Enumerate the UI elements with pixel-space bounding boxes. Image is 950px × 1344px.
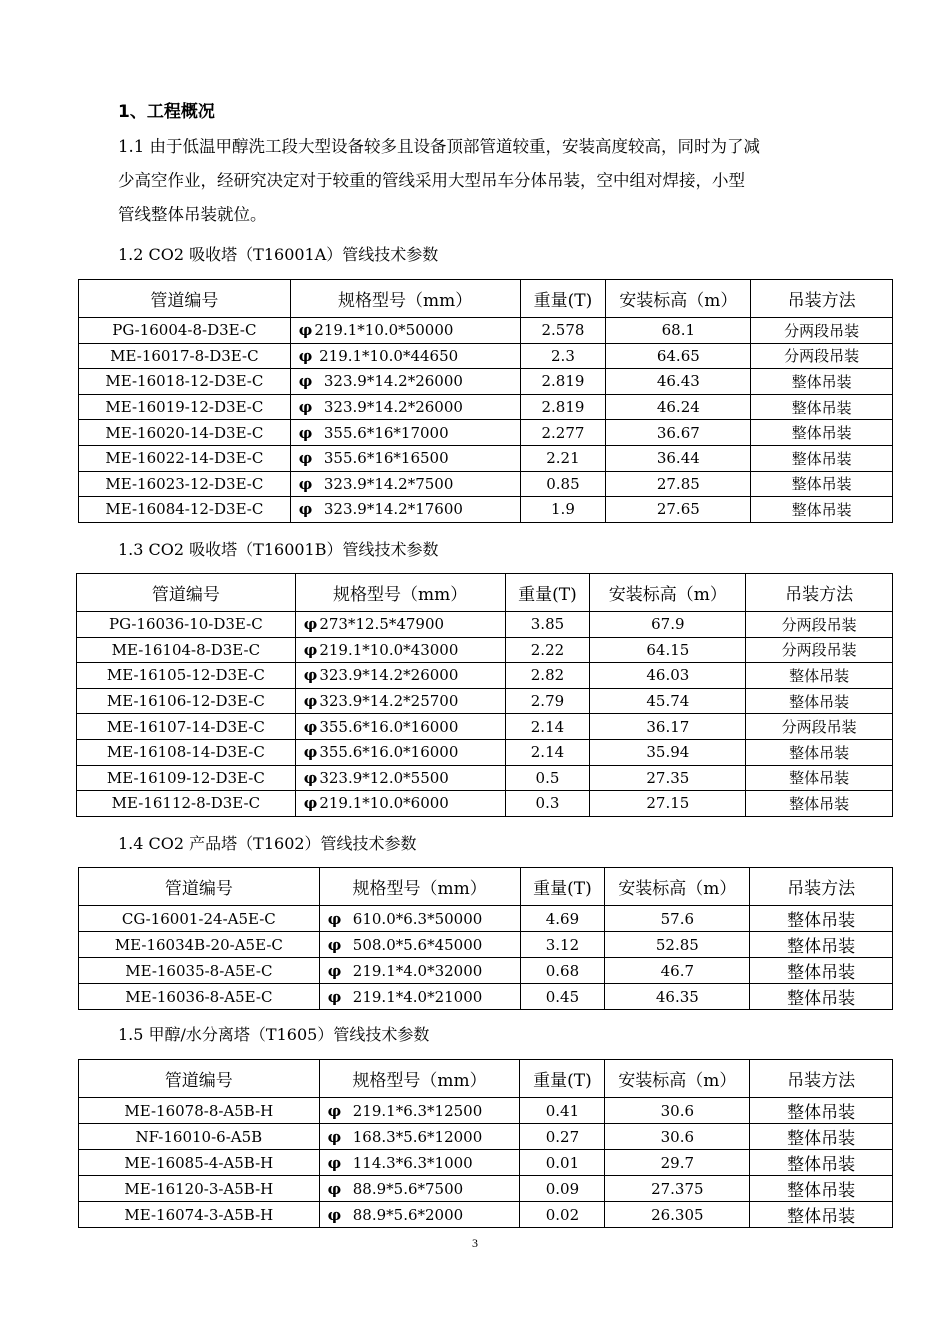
spec-value: 219.1*10.0*44650 (314, 346, 459, 365)
pipe-number-cell: ME-16109-12-D3E-C (77, 765, 296, 791)
table-row (79, 1124, 893, 1150)
phi-symbol: φ (327, 935, 342, 954)
table-row (77, 663, 893, 689)
table-row (79, 1150, 893, 1176)
phi-symbol: φ (298, 423, 313, 442)
lifting-method-cell: 整体吊装 (751, 394, 893, 420)
pipe-number-cell: ME-16084-12-D3E-C (79, 497, 291, 523)
spec-cell (295, 765, 505, 791)
spec-cell (319, 1098, 520, 1124)
spec-value: 323.9*14.2*17600 (314, 500, 463, 519)
lifting-method-cell: 整体吊装 (746, 739, 893, 765)
column-header: 安装标高（m） (590, 574, 746, 612)
elevation-cell: 29.7 (605, 1150, 750, 1176)
pipe-number-cell: ME-16112-8-D3E-C (77, 791, 296, 817)
spec-value: 219.1*10.0*50000 (314, 321, 454, 340)
weight-cell: 0.09 (520, 1176, 605, 1202)
phi-symbol: φ (303, 666, 318, 685)
pipe-number-cell: NF-16010-6-A5B (79, 1124, 320, 1150)
table-row (77, 612, 893, 638)
table-row (79, 1176, 893, 1202)
spec-cell (290, 369, 520, 395)
column-header: 规格型号（mm） (319, 1060, 520, 1098)
phi-symbol: φ (303, 717, 318, 736)
column-header: 吊装方法 (750, 1060, 893, 1098)
pipe-params-table (78, 867, 893, 1010)
elevation-cell: 46.03 (590, 663, 746, 689)
pipe-number-cell: ME-16074-3-A5B-H (79, 1202, 320, 1228)
table-row (77, 791, 893, 817)
elevation-cell: 27.15 (590, 791, 746, 817)
weight-cell: 0.68 (520, 958, 605, 984)
table-row (77, 688, 893, 714)
column-header: 安装标高（m） (606, 280, 751, 318)
spec-cell (295, 791, 505, 817)
table-row (79, 445, 893, 471)
table-row (79, 906, 893, 932)
phi-symbol: φ (327, 1101, 342, 1120)
column-header: 安装标高（m） (605, 868, 750, 906)
spec-value: 323.9*14.2*25700 (319, 692, 459, 711)
elevation-cell: 45.74 (590, 688, 746, 714)
elevation-cell: 36.44 (606, 445, 751, 471)
spec-value: 323.9*14.2*7500 (314, 474, 454, 493)
lifting-method-cell: 整体吊装 (750, 984, 893, 1010)
spec-value: 88.9*5.6*2000 (343, 1205, 464, 1224)
lifting-method-cell: 整体吊装 (750, 932, 893, 958)
pipe-number-cell: ME-16034B-20-A5E-C (79, 932, 320, 958)
table-row (79, 318, 893, 344)
elevation-cell: 64.65 (606, 343, 751, 369)
lifting-method-cell: 整体吊装 (746, 663, 893, 689)
spec-value: 355.6*16*17000 (314, 423, 449, 442)
spec-value: 219.1*4.0*21000 (343, 987, 483, 1006)
pipe-number-cell: ME-16108-14-D3E-C (77, 739, 296, 765)
table-row (79, 497, 893, 523)
column-header: 安装标高（m） (605, 1060, 750, 1098)
phi-symbol: φ (303, 615, 318, 634)
column-header: 管道编号 (79, 280, 291, 318)
weight-cell: 2.277 (520, 420, 606, 446)
elevation-cell: 30.6 (605, 1098, 750, 1124)
pipe-number-cell: ME-16105-12-D3E-C (77, 663, 296, 689)
elevation-cell: 26.305 (605, 1202, 750, 1228)
table-row (79, 932, 893, 958)
weight-cell: 2.819 (520, 369, 606, 395)
pipe-params-table (78, 1059, 893, 1228)
elevation-cell: 52.85 (605, 932, 750, 958)
spec-value: 355.6*16*16500 (314, 449, 449, 468)
column-header: 管道编号 (79, 1060, 320, 1098)
spec-cell (295, 663, 505, 689)
weight-cell: 0.41 (520, 1098, 605, 1124)
weight-cell: 0.85 (520, 471, 606, 497)
spec-value: 219.1*10.0*6000 (319, 794, 449, 813)
table-header-row (79, 280, 893, 318)
weight-cell: 0.27 (520, 1124, 605, 1150)
phi-symbol: φ (298, 372, 313, 391)
elevation-cell: 64.15 (590, 637, 746, 663)
phi-symbol: φ (298, 500, 313, 519)
pipe-params-table (76, 573, 893, 817)
weight-cell: 0.5 (505, 765, 590, 791)
column-header: 重量(T) (520, 280, 606, 318)
intro-line: 少高空作业，经研究决定对于较重的管线采用大型吊车分体吊装，空中组对焊接，小型 (118, 171, 745, 190)
spec-cell (319, 1150, 520, 1176)
table-row (79, 343, 893, 369)
lifting-method-cell: 整体吊装 (750, 1098, 893, 1124)
spec-cell (319, 906, 520, 932)
column-header: 重量(T) (520, 868, 605, 906)
table-caption: 1.2 CO2 吸收塔（T16001A）管线技术参数 (118, 245, 439, 264)
phi-symbol: φ (303, 692, 318, 711)
column-header: 吊装方法 (751, 280, 893, 318)
lifting-method-cell: 分两段吊装 (751, 318, 893, 344)
weight-cell: 2.14 (505, 714, 590, 740)
weight-cell: 2.3 (520, 343, 606, 369)
table-row (79, 369, 893, 395)
phi-symbol: φ (303, 768, 318, 787)
spec-cell (290, 394, 520, 420)
table-row (79, 984, 893, 1010)
spec-cell (319, 958, 520, 984)
spec-value: 219.1*4.0*32000 (343, 961, 483, 980)
phi-symbol: φ (303, 640, 318, 659)
phi-symbol: φ (298, 321, 313, 340)
weight-cell: 1.9 (520, 497, 606, 523)
spec-value: 114.3*6.3*1000 (343, 1153, 473, 1172)
weight-cell: 2.22 (505, 637, 590, 663)
lifting-method-cell: 整体吊装 (750, 906, 893, 932)
column-header: 管道编号 (77, 574, 296, 612)
table-row (79, 1202, 893, 1228)
spec-value: 323.9*14.2*26000 (319, 666, 459, 685)
pipe-number-cell: ME-16078-8-A5B-H (79, 1098, 320, 1124)
table-row (79, 471, 893, 497)
spec-cell (295, 714, 505, 740)
elevation-cell: 46.7 (605, 958, 750, 984)
table-header-row (77, 574, 893, 612)
table-row (77, 637, 893, 663)
spec-cell (319, 1176, 520, 1202)
table-row (77, 765, 893, 791)
elevation-cell: 46.43 (606, 369, 751, 395)
table-row (79, 958, 893, 984)
lifting-method-cell: 整体吊装 (746, 791, 893, 817)
column-header: 规格型号（mm） (290, 280, 520, 318)
pipe-number-cell: ME-16018-12-D3E-C (79, 369, 291, 395)
phi-symbol: φ (327, 1205, 342, 1224)
lifting-method-cell: 整体吊装 (746, 765, 893, 791)
lifting-method-cell: 整体吊装 (750, 958, 893, 984)
elevation-cell: 35.94 (590, 739, 746, 765)
spec-cell (319, 984, 520, 1010)
spec-cell (319, 1124, 520, 1150)
elevation-cell: 46.35 (605, 984, 750, 1010)
elevation-cell: 27.35 (590, 765, 746, 791)
spec-value: 219.1*10.0*43000 (319, 640, 459, 659)
table-header-row (79, 1060, 893, 1098)
pipe-number-cell: CG-16001-24-A5E-C (79, 906, 320, 932)
spec-cell (295, 739, 505, 765)
lifting-method-cell: 分两段吊装 (746, 714, 893, 740)
pipe-number-cell: ME-16106-12-D3E-C (77, 688, 296, 714)
elevation-cell: 36.67 (606, 420, 751, 446)
spec-cell (290, 445, 520, 471)
lifting-method-cell: 整体吊装 (751, 420, 893, 446)
phi-symbol: φ (298, 449, 313, 468)
phi-symbol: φ (327, 987, 342, 1006)
weight-cell: 2.21 (520, 445, 606, 471)
pipe-number-cell: ME-16107-14-D3E-C (77, 714, 296, 740)
elevation-cell: 68.1 (606, 318, 751, 344)
lifting-method-cell: 整体吊装 (750, 1124, 893, 1150)
elevation-cell: 27.65 (606, 497, 751, 523)
section-title: 1、工程概况 (118, 102, 215, 122)
elevation-cell: 36.17 (590, 714, 746, 740)
column-header: 规格型号（mm） (295, 574, 505, 612)
column-header: 吊装方法 (750, 868, 893, 906)
weight-cell: 3.85 (505, 612, 590, 638)
table-row (77, 739, 893, 765)
lifting-method-cell: 整体吊装 (751, 497, 893, 523)
pipe-number-cell: ME-16023-12-D3E-C (79, 471, 291, 497)
table-header-row (79, 868, 893, 906)
lifting-method-cell: 整体吊装 (751, 369, 893, 395)
pipe-number-cell: ME-16104-8-D3E-C (77, 637, 296, 663)
weight-cell: 2.82 (505, 663, 590, 689)
spec-cell (290, 420, 520, 446)
weight-cell: 2.79 (505, 688, 590, 714)
weight-cell: 3.12 (520, 932, 605, 958)
spec-value: 323.9*14.2*26000 (314, 398, 463, 417)
lifting-method-cell: 整体吊装 (751, 471, 893, 497)
weight-cell: 4.69 (520, 906, 605, 932)
spec-value: 355.6*16.0*16000 (319, 743, 459, 762)
spec-value: 508.0*5.6*45000 (343, 935, 483, 954)
pipe-number-cell: ME-16020-14-D3E-C (79, 420, 291, 446)
spec-cell (290, 471, 520, 497)
lifting-method-cell: 整体吊装 (750, 1202, 893, 1228)
spec-cell (290, 497, 520, 523)
pipe-number-cell: PG-16004-8-D3E-C (79, 318, 291, 344)
lifting-method-cell: 分两段吊装 (751, 343, 893, 369)
lifting-method-cell: 整体吊装 (746, 688, 893, 714)
pipe-number-cell: ME-16019-12-D3E-C (79, 394, 291, 420)
column-header: 吊装方法 (746, 574, 893, 612)
column-header: 重量(T) (505, 574, 590, 612)
table-caption: 1.3 CO2 吸收塔（T16001B）管线技术参数 (118, 540, 439, 559)
phi-symbol: φ (327, 909, 342, 928)
column-header: 重量(T) (520, 1060, 605, 1098)
intro-line: 管线整体吊装就位。 (118, 205, 267, 224)
lifting-method-cell: 分两段吊装 (746, 637, 893, 663)
pipe-number-cell: ME-16017-8-D3E-C (79, 343, 291, 369)
phi-symbol: φ (303, 743, 318, 762)
pipe-number-cell: ME-16120-3-A5B-H (79, 1176, 320, 1202)
weight-cell: 0.45 (520, 984, 605, 1010)
pipe-number-cell: ME-16036-8-A5E-C (79, 984, 320, 1010)
phi-symbol: φ (298, 474, 313, 493)
table-row (79, 1098, 893, 1124)
column-header: 管道编号 (79, 868, 320, 906)
pipe-params-table (78, 279, 893, 523)
spec-value: 610.0*6.3*50000 (343, 909, 483, 928)
lifting-method-cell: 分两段吊装 (746, 612, 893, 638)
page-number: 3 (472, 1236, 478, 1250)
phi-symbol: φ (327, 961, 342, 980)
elevation-cell: 27.85 (606, 471, 751, 497)
spec-cell (290, 318, 520, 344)
weight-cell: 2.819 (520, 394, 606, 420)
spec-cell (295, 637, 505, 663)
weight-cell: 0.01 (520, 1150, 605, 1176)
weight-cell: 0.02 (520, 1202, 605, 1228)
table-row (77, 714, 893, 740)
pipe-number-cell: ME-16035-8-A5E-C (79, 958, 320, 984)
pipe-number-cell: PG-16036-10-D3E-C (77, 612, 296, 638)
spec-cell (319, 1202, 520, 1228)
phi-symbol: φ (303, 794, 318, 813)
table-row (79, 420, 893, 446)
phi-symbol: φ (327, 1153, 342, 1172)
spec-cell (295, 612, 505, 638)
spec-value: 273*12.5*47900 (319, 615, 445, 634)
spec-value: 88.9*5.6*7500 (343, 1179, 464, 1198)
phi-symbol: φ (298, 346, 313, 365)
weight-cell: 2.14 (505, 739, 590, 765)
spec-value: 219.1*6.3*12500 (343, 1101, 483, 1120)
spec-cell (295, 688, 505, 714)
table-caption: 1.5 甲醇/水分离塔（T1605）管线技术参数 (118, 1025, 430, 1044)
elevation-cell: 27.375 (605, 1176, 750, 1202)
elevation-cell: 57.6 (605, 906, 750, 932)
spec-value: 323.9*12.0*5500 (319, 768, 449, 787)
elevation-cell: 30.6 (605, 1124, 750, 1150)
spec-cell (319, 932, 520, 958)
pipe-number-cell: ME-16085-4-A5B-H (79, 1150, 320, 1176)
spec-cell (290, 343, 520, 369)
elevation-cell: 46.24 (606, 394, 751, 420)
table-caption: 1.4 CO2 产品塔（T1602）管线技术参数 (118, 834, 417, 853)
lifting-method-cell: 整体吊装 (750, 1176, 893, 1202)
table-row (79, 394, 893, 420)
intro-line: 1.1 由于低温甲醇洗工段大型设备较多且设备顶部管道较重，安装高度较高，同时为了减 (118, 137, 760, 156)
phi-symbol: φ (298, 398, 313, 417)
phi-symbol: φ (327, 1179, 342, 1198)
lifting-method-cell: 整体吊装 (751, 445, 893, 471)
weight-cell: 2.578 (520, 318, 606, 344)
pipe-number-cell: ME-16022-14-D3E-C (79, 445, 291, 471)
spec-value: 323.9*14.2*26000 (314, 372, 463, 391)
lifting-method-cell: 整体吊装 (750, 1150, 893, 1176)
column-header: 规格型号（mm） (319, 868, 520, 906)
intro-paragraph (118, 130, 868, 232)
phi-symbol: φ (327, 1127, 342, 1146)
weight-cell: 0.3 (505, 791, 590, 817)
elevation-cell: 67.9 (590, 612, 746, 638)
spec-value: 168.3*5.6*12000 (343, 1127, 483, 1146)
spec-value: 355.6*16.0*16000 (319, 717, 459, 736)
